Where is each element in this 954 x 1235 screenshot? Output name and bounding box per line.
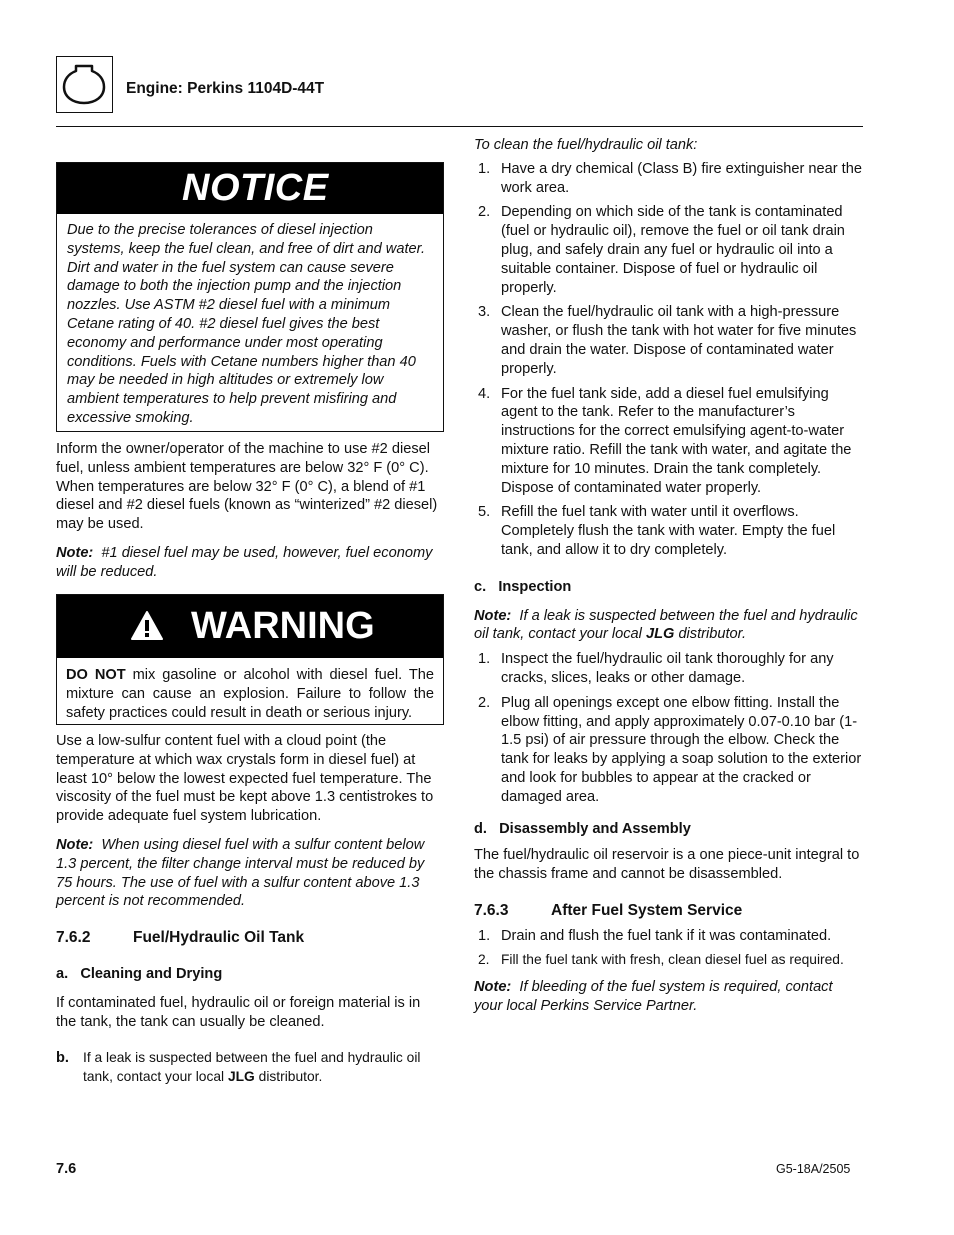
list-item-text: For the fuel tank side, add a diesel fuel emulsifying agent to the tank. Refer to the manufacturer’s instructions for the correct emulsifying agent-to-water mixture ratio. Refill the tank with water, and agitate the mixture for 10 minutes. Drain the tank completely. Dispose of contaminated water properly. (501, 385, 852, 496)
engine-icon (62, 63, 106, 105)
note-3 (474, 607, 864, 645)
list-item-number: 3. (478, 304, 491, 321)
section-title: Fuel/Hydraulic Oil Tank (133, 929, 305, 946)
subsection-a (56, 965, 444, 1031)
note-4-label: Note: (474, 979, 512, 996)
note-2-label: Note: (56, 836, 94, 853)
left-column-upper (56, 440, 444, 582)
list-item-text: Refill the fuel tank with water until it overflows. Completely flush the tank with water. Empty the fuel tank, and allow it to dry completely. (501, 504, 836, 558)
list-item-text: Inspect the fuel/hydraulic oil tank thoroughly for any cracks, slices, leaks or other damage. (501, 651, 834, 686)
page-header-title: Engine: Perkins 1104D-44T (126, 80, 325, 97)
warning-triangle-icon (130, 610, 164, 641)
list-item (474, 385, 864, 498)
inform-paragraph: Inform the owner/operator of the machine to use #2 diesel fuel, unless ambient temperatures are below 32° F (0° C). When temperatures are below 32° F (0° C), a blend of #1 diesel and #2 diesel fuels (known as “winterized” #2 diesel) may be used. (56, 441, 438, 533)
subsection-a-text: If contaminated fuel, hydraulic oil or foreign material is in the tank, the tank can usually be cleaned. (56, 994, 421, 1030)
section-7-6-3-heading (474, 902, 864, 921)
note-3-label: Note: (474, 607, 512, 624)
subsection-c-heading: c. Inspection (474, 578, 572, 595)
note-1 (56, 544, 444, 582)
list-item (474, 650, 864, 688)
list-item (474, 303, 864, 378)
list-item (474, 203, 864, 297)
engine-icon-box (56, 56, 113, 113)
subsection-a-heading: a. Cleaning and Drying (56, 966, 223, 982)
note-3-bold: JLG (645, 626, 675, 643)
warning-header (57, 595, 443, 658)
list-item-number: 5. (478, 504, 491, 521)
after-steps-list (474, 927, 864, 971)
list-item (474, 694, 864, 807)
section-title: After Fuel System Service (551, 901, 743, 919)
list-item-number: 2. (478, 204, 491, 221)
list-item (474, 160, 864, 198)
note-4-text: If bleeding of the fuel system is required, contact your local Perkins Service Partner. (474, 979, 833, 1015)
section-number: 7.6.2 (56, 929, 91, 946)
list-item-number: 2. (478, 694, 491, 711)
section-7-6-2 (56, 929, 444, 948)
section-number: 7.6.3 (474, 901, 509, 919)
page-number: 7.6 (56, 1161, 77, 1177)
list-item-text: Depending on which side of the tank is contaminated (fuel or hydraulic oil), remove the fuel or oil tank drain plug, and safely drain any fuel or hydraulic oil into a suitable container. Dispose of fuel or hydraulic oil properly. (501, 204, 845, 296)
sulfur-paragraph: Use a low-sulfur content fuel with a cloud point (the temperature at which wax crystals form in diesel fuel) at least 10° below the lowest expected fuel temperature. The viscosity of the fuel must be kept above 1.3 centistrokes to provide adequate fuel system lubrication. (56, 733, 434, 825)
list-item-text: Drain and flush the fuel tank if it was contaminated. (501, 927, 832, 944)
note-2-text: When using diesel fuel with a sulfur content below 1.3 percent, the filter change interval must be reduced by 75 hours. The use of fuel with a sulfur content above 1.3 percent is not recommended. (56, 836, 425, 910)
note-1-label: Note: (56, 544, 94, 561)
section-heading (56, 929, 444, 948)
subsection-b-bold: JLG (227, 1068, 255, 1084)
clean-intro: To clean the fuel/hydraulic oil tank: (474, 137, 698, 153)
warning-label: WARNING (191, 605, 375, 647)
subsection-b (56, 1049, 444, 1087)
list-item-number: 1. (478, 927, 491, 944)
list-item-text: Plug all openings except one elbow fitting. Install the elbow fitting, and apply approximately 0.07-0.10 bar (1-1.5 psi) of air pressure through the elbow. Check the tank for leaks by applying a soap solution to the exterior and look for bubbles to appear at the cracked or damaged area. (501, 694, 862, 805)
inspect-steps-list (474, 650, 864, 806)
subsection-b-text-1: If a leak is suspected between the fuel and hydraulic oil tank, contact your local (83, 1050, 421, 1084)
note-3-text-1: If a leak is suspected between the fuel and hydraulic oil tank, contact your local (474, 607, 858, 643)
list-item-text: Have a dry chemical (Class B) fire extinguisher near the work area. (501, 160, 862, 196)
document-id: G5-18A/2505 (776, 1162, 851, 1176)
note-4 (474, 978, 864, 1016)
list-item (474, 503, 864, 559)
clean-steps-list (474, 160, 864, 560)
notice-label: NOTICE (57, 163, 443, 214)
list-item-number: 1. (478, 160, 491, 177)
left-column-lower (56, 732, 444, 911)
note-2 (56, 836, 444, 911)
list-item (474, 951, 864, 970)
list-item-number: 2. (478, 952, 490, 968)
right-column (474, 136, 864, 1016)
subsection-d-heading: d. Disassembly and Assembly (474, 820, 691, 837)
list-item-number: 1. (478, 651, 491, 668)
list-item-text: Fill the fuel tank with fresh, clean diesel fuel as required. (501, 952, 844, 968)
list-item-text: Clean the fuel/hydraulic oil tank with a high-pressure washer, or flush the tank with hot water for five minutes and drain the water. Dispose of contaminated water properly. (501, 304, 857, 377)
list-item-number: 4. (478, 385, 491, 402)
note-3-text-2: distributor. (678, 626, 747, 643)
warning-box (56, 594, 444, 725)
subsection-b-label: b. (56, 1050, 69, 1066)
warning-text (57, 658, 443, 722)
warning-body: mix gasoline or alcohol with diesel fuel. The mixture can cause an explosion. Failure to follow the safety practices could result in death or serious injury. (66, 667, 434, 721)
notice-box (56, 162, 444, 432)
note-1-text: #1 diesel fuel may be used, however, fuel economy will be reduced. (56, 544, 433, 580)
subsection-b-text-2: distributor. (258, 1068, 323, 1084)
subsection-d-text: The fuel/hydraulic oil reservoir is a one piece-unit integral to the chassis frame and cannot be disassembled. (474, 847, 860, 883)
header-divider (56, 126, 863, 127)
warning-bold: DO NOT (66, 667, 126, 683)
list-item (474, 927, 864, 946)
notice-text: Due to the precise tolerances of diesel injection systems, keep the fuel clean, and free of dirt and water. Dirt and water in the fuel system can cause severe damage to both the injection pump and the injection nozzles. Use ASTM #2 diesel fuel with a minimum Cetane rating of 40. #2 diesel fuel gives the best economy and performance under most operating conditions. Fuels with Cetane numbers higher than 40 may be needed in high altitudes or extremely low ambient temperatures to help prevent misfiring and excessive smoking. (67, 222, 426, 426)
